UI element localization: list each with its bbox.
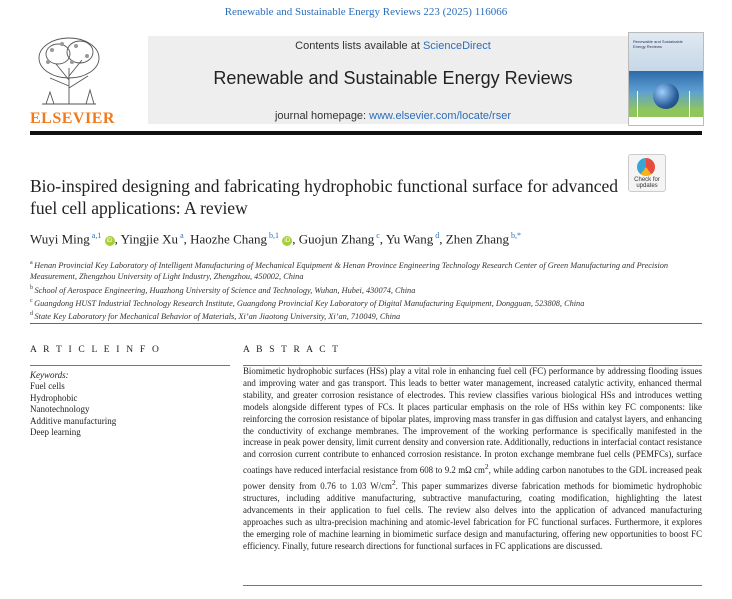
author-name[interactable]: Haozhe Chang [190, 231, 268, 247]
section-divider [30, 323, 702, 324]
affiliation-item [30, 296, 710, 309]
abstract-text [243, 366, 702, 553]
elsevier-tree-icon [32, 34, 106, 106]
author-name[interactable]: Zhen Zhang [445, 231, 509, 247]
author-separator: , [292, 231, 299, 247]
author-name[interactable]: Guojun Zhang [298, 231, 375, 247]
affiliation-text: School of Aerospace Engineering, Huazhong University of Science and Technology, Wuhan, Hubei, 430074, China [34, 285, 416, 295]
keywords-block [30, 370, 230, 438]
journal-title: Renewable and Sustainable Energy Reviews [213, 68, 573, 88]
journal-header [30, 32, 702, 128]
globe-icon [653, 83, 679, 109]
orcid-icon[interactable]: iD [282, 236, 292, 246]
author-separator: , [439, 231, 446, 247]
sciencedirect-link[interactable]: ScienceDirect [422, 40, 491, 52]
journal-cover-image[interactable] [628, 32, 704, 126]
crossmark-icon [637, 158, 655, 176]
article-info-rule [30, 365, 230, 366]
author-affiliation-marker[interactable]: b,1 [267, 231, 280, 240]
keyword-item: Hydrophobic [30, 392, 78, 403]
abstract-superscript: 2 [484, 462, 489, 472]
crossmark-label: Check for updates [634, 177, 660, 189]
affiliation-marker: b [30, 284, 35, 291]
windmill-icon [637, 91, 638, 117]
affiliation-item [30, 283, 710, 296]
check-for-updates-button[interactable] [628, 154, 666, 192]
abstract-part-1: Biomimetic hydrophobic surfaces (HSs) play a vital role in enhancing fuel cell (FC) performance by addressing flooding issues and improving water and gas transport. This leads to better water management, increased catalytic activity, enhanced thermal stability, and greater corrosion resistance of electrodes. This review classifies various biological HSs and introduces wetting models alongside different types of FCs. It places particular emphasis on the role of HSs within key FC components: like reinforcing the corrosion resistance of bipolar plates, improving mass transfer in gas diffusion and catalyst layers, and enhancing the conductivity of exchange membranes. The improvement of the working performance is specifically manifested in the increase in peak power density, limit current density and conversion rate. Additionally, reductions in interfacial contact resistance and corrosion current contribute to enhanced corrosion resistance. In proton exchange membrane fuel cells (PEMFCs), surface coatings have reduced interfacial resistance from 608 to 9.2 mΩ cm [243, 366, 702, 476]
cover-header [629, 33, 703, 71]
elsevier-wordmark: ELSEVIER [30, 110, 115, 127]
affiliation-text: State Key Laboratory for Mechanical Behavior of Materials, Xi’an Jiaotong University, Xi’an, 710049, China [34, 311, 401, 321]
article-title: Bio-inspired designing and fabricating hydrophobic functional surface for advanced fuel cell applications: A review [30, 176, 619, 218]
affiliations [30, 258, 710, 322]
author-affiliation-marker[interactable]: b,* [508, 231, 521, 240]
author-separator: , [114, 231, 121, 247]
affiliation-text: Henan Provincial Key Laboratory of Intelligent Manufacturing of Mechanical Equipment & Henan Province Engineering Technology Research Center of Green Manufacturing and Precision Measurement, Zhengzhou University of Light Industry, Zhengzhou, 450002, China [30, 260, 669, 282]
keyword-item: Additive manufacturing [30, 415, 117, 426]
affiliation-text: Guangdong HUST Industrial Technology Research Institute, Guangdong Provincial Key Laboratory of Digital Manufacturing Equipment, Dongguan, 523808, China [34, 298, 585, 308]
contents-prefix: Contents lists available at [295, 40, 423, 52]
author-name[interactable]: Yingjie Xu [120, 231, 179, 247]
author-affiliation-marker[interactable]: c [374, 231, 380, 240]
abstract-part-2: , while adding carbon nanotubes to the GDL increased peak power density from 0.76 to 1.03 W/cm [243, 465, 703, 492]
keyword-item: Fuel cells [30, 381, 65, 392]
keyword-item: Deep learning [30, 427, 81, 438]
cover-title: Renewable and Sustainable Energy Reviews [633, 39, 683, 49]
journal-banner [148, 36, 638, 124]
abstract-bottom-rule [243, 585, 702, 586]
affiliation-marker: d [30, 310, 35, 317]
affiliation-item [30, 258, 710, 283]
keywords-label: Keywords: [30, 370, 69, 380]
journal-citation[interactable]: Renewable and Sustainable Energy Reviews 223 (2025) 116066 [224, 6, 508, 18]
homepage-prefix: journal homepage: [274, 110, 370, 122]
windmill-icon [689, 91, 690, 117]
affiliation-item [30, 309, 710, 322]
contents-line [148, 36, 638, 52]
header-divider [30, 131, 702, 135]
keyword-item: Nanotechnology [30, 404, 90, 415]
author-list [30, 231, 710, 247]
author-affiliation-marker[interactable]: a,1 [89, 231, 102, 240]
elsevier-logo[interactable] [30, 32, 115, 128]
affiliation-marker: c [30, 297, 35, 304]
journal-homepage-link[interactable]: www.elsevier.com/locate/rser [369, 110, 511, 122]
author-separator: , [183, 231, 191, 247]
author-affiliation-marker[interactable]: a [178, 231, 184, 240]
abstract-part-3: . This paper summarizes diverse fabrication methods for biomimetic hydrophobic structures, including additive manufacturing, subtractive manufacturing, coating modification, highlighting the latest advancements in their application to fuel cells. The review also delves into the application of advanced manufacturing approaches such as ultra-precision machining and atomic-level fabrication for FC functional surfaces. Furthermore, it explores the emerging role of machine learning in biomimetic surface design and manufacturing, offering new opportunities to boost FC efficiency. Finally, future research directions for functional surfaces in FC applications are discussed. [243, 481, 702, 551]
orcid-icon[interactable]: iD [105, 236, 115, 246]
author-name[interactable]: Yu Wang [385, 231, 434, 247]
author-affiliation-marker[interactable]: d [433, 231, 440, 240]
keywords-list [30, 381, 230, 438]
abstract-superscript: 2 [391, 478, 396, 488]
article-info-heading: A R T I C L E I N F O [30, 345, 162, 355]
homepage-line [148, 110, 638, 122]
author-separator: , [379, 231, 386, 247]
author-name[interactable]: Wuyi Ming [30, 231, 90, 247]
cover-artwork [629, 71, 703, 117]
affiliation-marker: a [30, 260, 35, 266]
abstract-heading: A B S T R A C T [243, 345, 341, 355]
